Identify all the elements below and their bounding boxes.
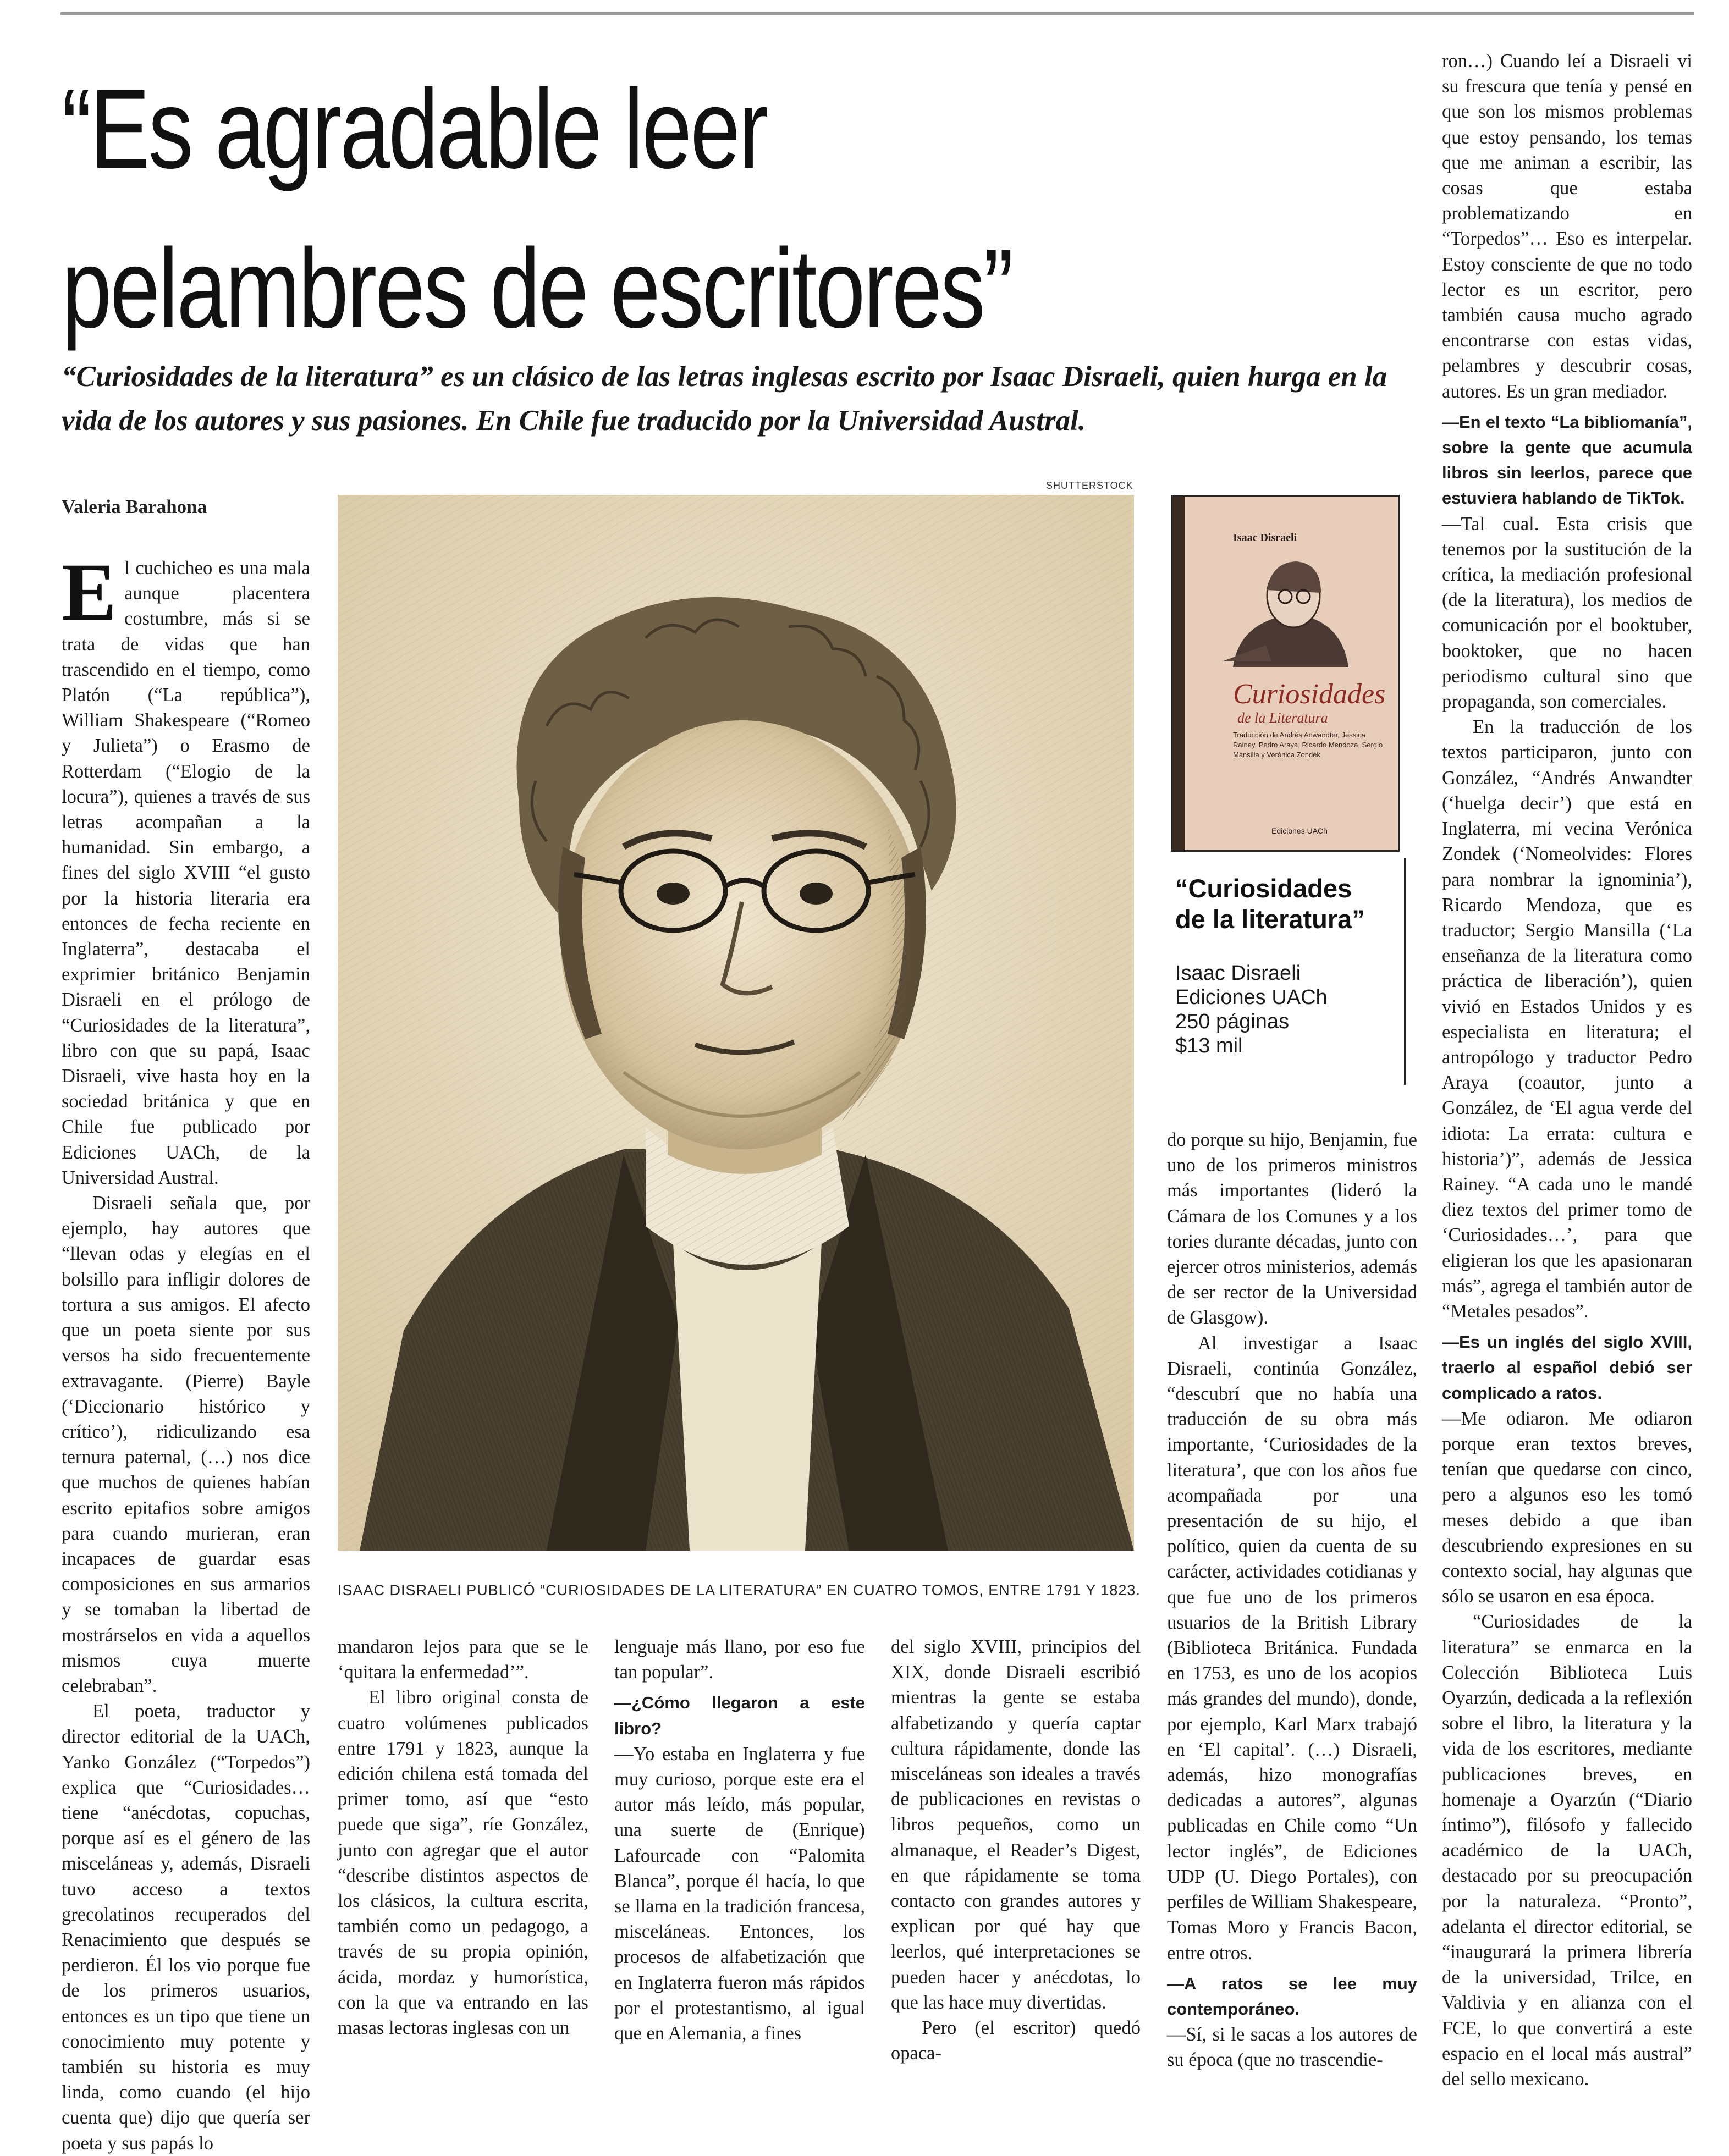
cover-publisher: Ediciones UACh: [1271, 826, 1328, 835]
book-author: Isaac Disraeli: [1175, 962, 1301, 985]
top-rule: [60, 12, 1694, 15]
cover-portrait: [1216, 552, 1354, 672]
paragraph: mandaron lejos para que se le ‘quitara la enfermedad’”.: [338, 1636, 588, 1683]
cover-author: Isaac Disraeli: [1233, 532, 1297, 544]
paragraph: [62, 547, 310, 1190]
paragraph: del siglo XVIII, principios del XIX, donde Disraeli escribió mientras la gente se estaba alfabetizando y quería captar cultura rápidamente, donde las misceláneas son ideales a través de publicaciones en revistas o libros pequeños, como un almanaque, el Reader’s Digest, en que rápidamente se toma contacto con grandes autores y explican por qué hay que leerlos, qué interpretaciones se pueden hacer y anécdotas, lo que las hace muy divertidas.: [891, 1636, 1141, 2013]
paragraph: El libro original consta de cuatro volúmenes publicados entre 1791 y 1823, aunque la edición chilena está tomada del primer tomo, así que “esto puede que siga”, ríe González, junto con agregar que el autor “describe distintos aspectos de los clásicos, la cultura escrita, también como un pedagogo, a través de su propia opinión, ácida, mordaz y humorística, con la que va entrando en las masas lectoras inglesas con un: [338, 1687, 588, 2039]
photo-caption: ISAAC DISRAELI PUBLICÓ “CURIOSIDADES DE LA LITERATURA” EN CUATRO TOMOS, ENTRE 1791 Y 1823.: [338, 1582, 1141, 1598]
cover-credits: Traducción de Andrés Anwandter, Jessica Rainey, Pedro Araya, Ricardo Mendoza, Sergio Mansilla y Verónica Zondek: [1233, 731, 1383, 759]
interview-answer: —Tal cual. Esta crisis que tenemos por la sustitución de la crítica, la mediación profesional (de la literatura), los medios de comunicación por el booktuber, booktoker, que no hacen periodismo cultural sino que propaganda, son comerciales.: [1442, 513, 1692, 713]
paragraph: El poeta, traductor y director editorial de la UACh, Yanko González (“Torpedos”) explica que “Curiosidades… tiene “anécdotas, copuchas, porque así es el género de las misceláneas y, además, Disraeli tuvo acceso a textos grecolatinos recuperados del Renacimiento que después se perdieron. Él los vio porque fue de los primeros usuarios, entonces es un tipo que tiene un conocimiento muy potente y también su historia es muy linda, como cuando (el hijo cuenta que) dijo que quería ser poeta y sus papás lo: [62, 1701, 310, 2154]
deck: “Curiosidades de la literatura” es un clásico de las letras inglesas escrito por Isaac Disraeli, quien hurga en la vida de los autores y sus pasiones. En Chile fue traducido por la Universidad Austral.: [62, 361, 1387, 437]
interview-answer: —Me odiaron. Me odiaron porque eran textos breves, tenían que quedarse con cinco, pero a algunos eso les tomó meses debido a que iban descubriendo expresiones en su contexto social, hay algunas que sólo se usaron en esa época.: [1442, 1408, 1692, 1607]
interview-question: —Es un inglés del siglo XVIII, traerlo al español debió ser complicado a ratos.: [1442, 1332, 1692, 1403]
cover-subtitle: de la Literatura: [1237, 710, 1328, 726]
paragraph: En la traducción de los textos participaron, junto con González, “Andrés Anwandter (‘huelga decir’) que está en Inglaterra, mi vecina Verónica Zondek (‘Nomeolvides: Flores para nombrar la ignominia’), Ricardo Mendoza, que es traductor; Sergio Mansilla (‘La enseñanza de la literatura como práctica de liberación’), quien vivió en Estados Unidos y es especialista en literatura; el antropólogo y traductor Pedro Araya (coautor, junto a González, de ‘El agua verde del idiota: La errata: cultura e historia’)”, además de Jessica Rainey. “A cada uno le mandé diez textos del primer tomo de ‘Curiosidades…’, para que eligieran los que les apasionaran más”, agrega el también autor de “Metales pesados”.: [1442, 716, 1692, 1322]
paragraph: lenguaje más llano, por eso fue tan popular”.: [614, 1636, 865, 1683]
book-title-line-1: “Curiosidades: [1175, 874, 1352, 903]
book-publisher: Ediciones UACh: [1175, 986, 1328, 1009]
drop-cap: E: [62, 547, 117, 638]
book-pages: 250 páginas: [1175, 1010, 1290, 1033]
paragraph: Al investigar a Isaac Disraeli, continúa González, “descubrí que no había una traducción de su obra más importante, ‘Curiosidades de la literatura’, que con los años fue acompañada por una presentación de su hijo, el político, quien da cuenta de su carácter, actividades cotidianas y que fue uno de los primeros usuarios de la British Library (Biblioteca Británica. Fundada en 1753, es uno de los acopios más grandes del mundo), donde, por ejemplo, Karl Marx trabajó en ‘El capital’. (…) Disraeli, además, hizo monografías dedicadas a autores”, algunas publicadas en Chile como “Un lector inglés”, de Ediciones UDP (U. Diego Portales), con perfiles de William Shakespeare, Tomas Moro y Francis Bacon, entre otros.: [1167, 1332, 1417, 1964]
column-4: [891, 1634, 1141, 2066]
headline: [62, 49, 1153, 368]
book-cover: [1171, 495, 1400, 852]
interview-question: —A ratos se lee muy contemporáneo.: [1167, 1973, 1417, 2019]
paragraph: Disraeli señala que, por ejemplo, hay autores que “llevan odas y elegías en el bolsillo para infligir dolores de tortura a sus amigos. El afecto que un poeta siente por sus versos ha sido frecuentemente extravagante. (Pierre) Bayle (‘Diccionario histórico y crítico’), ridiculizando esa ternura paternal, (…) nos dice que muchos de quienes habían escrito epitafios sobre amigos para cuando murieran, eran incapaces de guardar esas composiciones en sus armarios y se tomaban la libertad de mostrárselos en vida a aquellos mismos cuya muerte celebraban”.: [62, 1193, 310, 1696]
interview-question: —¿Cómo llegaron a este libro?: [614, 1693, 865, 1738]
paragraph-text: l cuchicheo es una mala aunque placentera costumbre, más si se trata de vidas que han trascendido en el tiempo, como Platón (“La república”), William Shakespeare (“Romeo y Julieta”) o Erasmo de Rotterdam (“Elogio de la locura”), quienes a través de sus letras acompañan a la humanidad. Sin embargo, a fines del siglo XVIII “el gusto por la historia literaria era entonces de fecha reciente en Inglaterra”, destacaba el exprimier británico Benjamin Disraeli en el prólogo de “Curiosidades de la literatura”, libro con que su papá, Isaac Disraeli, vive hasta hoy en la sociedad británica y que en Chile fue publicado por Ediciones UACh, de la Universidad Austral.: [62, 558, 310, 1188]
book-spine: [1172, 497, 1185, 850]
portrait-photo: [338, 495, 1134, 1551]
cover-title: Curiosidades: [1233, 679, 1386, 710]
paragraph: do porque su hijo, Benjamin, fue uno de los primeros ministros más importantes (lideró la Cámara de los Comunes y a los tories durante décadas, junto con ejercer otros ministerios, además de ser rector de la Universidad de Glasgow).: [1167, 1129, 1417, 1328]
book-price: $13 mil: [1175, 1034, 1243, 1057]
book-info-box: [1171, 858, 1406, 1085]
book-title: [1175, 873, 1365, 935]
byline: Valeria Barahona: [62, 496, 207, 517]
column-2: [338, 1634, 588, 2041]
headline-line-1: “Es agradable leer: [62, 66, 767, 192]
headline-line-2: pelambres de escritores”: [62, 225, 1012, 351]
column-1: [62, 547, 310, 2156]
interview-answer: —Yo estaba en Inglaterra y fue muy curioso, porque este era el autor más leído, más popular, una suerte de (Enrique) Lafourcade con “Palomita Blanca”, porque él hacía, lo que se llama en la tradición francesa, misceláneas. Entonces, los procesos de alfabetización que en Inglaterra fueron más rápidos por el protestantismo, al igual que en Alemania, a fines: [614, 1743, 865, 2044]
portrait-illustration: [338, 495, 1134, 1551]
paragraph: Pero (el escritor) quedó opaca-: [891, 2017, 1141, 2064]
column-6: [1442, 48, 1692, 2092]
paragraph: ron…) Cuando leí a Disraeli vi su frescura que tenía y pensé en que son los mismos problemas que estoy pensando, los temas que me animan a escribir, las cosas que estaba problematizando en “Torpedos”… Eso es interpelar. Estoy consciente de que no todo lector es un escritor, pero también causa mucho agrado encontrarse con estas vidas, pelambres y descubrir cosas, autores. Es un gran mediador.: [1442, 51, 1692, 402]
column-3: [614, 1634, 865, 2046]
photo-credit: SHUTTERSTOCK: [1046, 480, 1133, 491]
column-5: [1167, 1127, 1417, 2073]
interview-question: —En el texto “La bibliomanía”, sobre la gente que acumula libros sin leerlos, parece que estuviera hablando de TikTok.: [1442, 412, 1692, 508]
book-title-line-2: de la literatura”: [1175, 905, 1365, 934]
interview-answer: —Sí, si le sacas a los autores de su época (que no trascendie-: [1167, 2024, 1417, 2071]
paragraph: “Curiosidades de la literatura” se enmarca en la Colección Biblioteca Luis Oyarzún, dedicada a la reflexión sobre el libro, la literatura y la vida de los escritores, mediante publicaciones breves, en homenaje a Oyarzún (“Diario íntimo”), filósofo y fallecido académico de la UACh, destacado por su preocupación por la naturaleza. “Pronto”, adelanta el director editorial, se “inaugurará la primera librería de la universidad, Trilce, en Valdivia y en alianza con el FCE, lo que convertirá a este espacio en el local más austral” del sello mexicano.: [1442, 1611, 1692, 2090]
